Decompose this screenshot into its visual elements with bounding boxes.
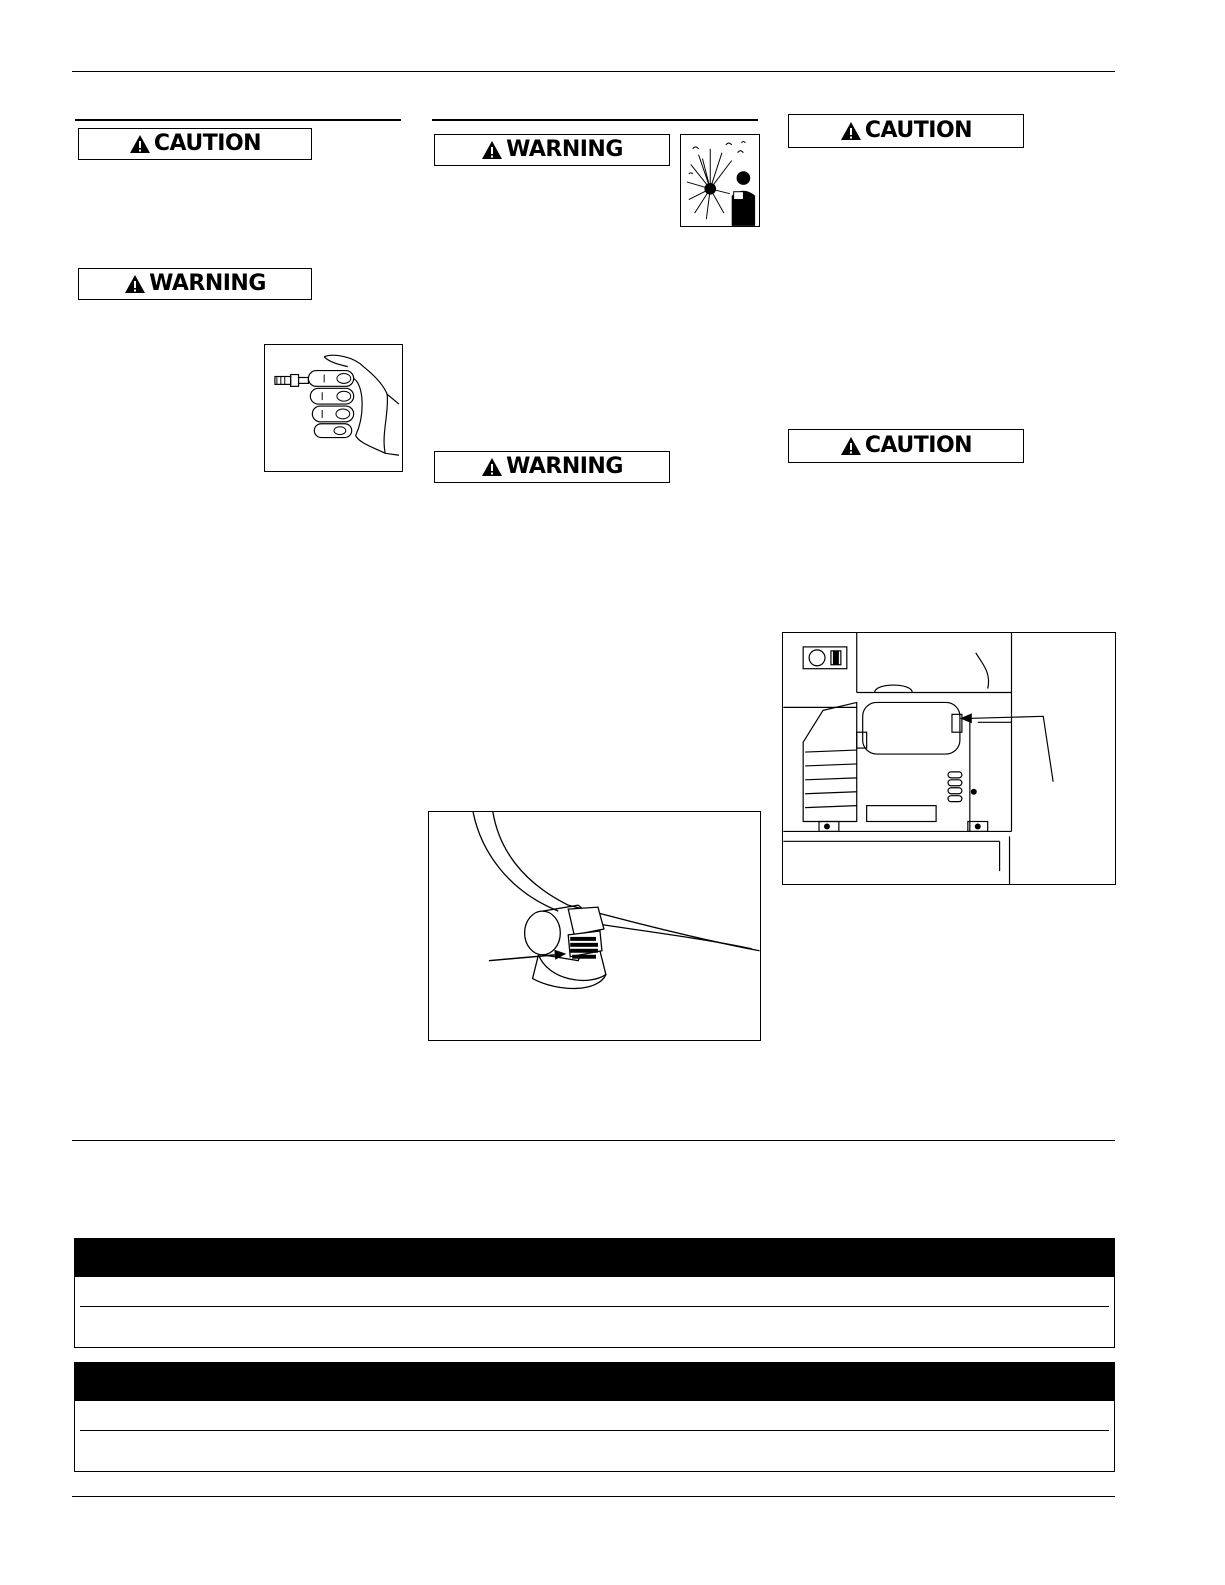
compressor-illustration [783, 633, 1115, 884]
warning-triangle-icon [481, 457, 503, 477]
warning-sign [434, 451, 670, 483]
warning-triangle-icon [481, 140, 503, 160]
warning-label: WARNING [149, 271, 266, 296]
table-row [80, 1277, 1109, 1307]
compressor-figure [782, 632, 1116, 885]
caution-label: CAUTION [153, 131, 262, 156]
spec-table [74, 1362, 1115, 1472]
page-bottom-rule [72, 1496, 1115, 1497]
warning-sign [78, 268, 312, 300]
table-row [80, 1401, 1109, 1431]
table-header [75, 1363, 1114, 1401]
caution-sign [78, 128, 312, 160]
warning-label: WARNING [506, 454, 623, 479]
warning-sign [434, 134, 670, 166]
section-divider [72, 1140, 1115, 1141]
warning-triangle-icon [124, 274, 146, 294]
column-2-rule [432, 119, 758, 121]
caution-sign [788, 114, 1024, 148]
warning-triangle-icon [129, 134, 151, 154]
tank-burst-pictogram [680, 134, 760, 227]
hand-injury-pictogram [264, 344, 403, 472]
table-header [75, 1239, 1114, 1277]
warning-label: WARNING [506, 137, 623, 162]
warning-triangle-icon [840, 121, 862, 141]
page-top-rule [72, 71, 1115, 72]
tank-drain-illustration [429, 812, 760, 1040]
drain-valve-figure [428, 811, 761, 1041]
table-row [80, 1431, 1109, 1471]
warning-triangle-icon [840, 436, 862, 456]
caution-label: CAUTION [864, 118, 973, 143]
table-row [80, 1307, 1109, 1347]
column-1-rule [75, 119, 401, 121]
caution-sign [788, 429, 1024, 463]
spec-table [74, 1238, 1115, 1348]
hand-icon [265, 345, 402, 471]
caution-label: CAUTION [864, 433, 973, 458]
explosion-icon [681, 135, 759, 226]
